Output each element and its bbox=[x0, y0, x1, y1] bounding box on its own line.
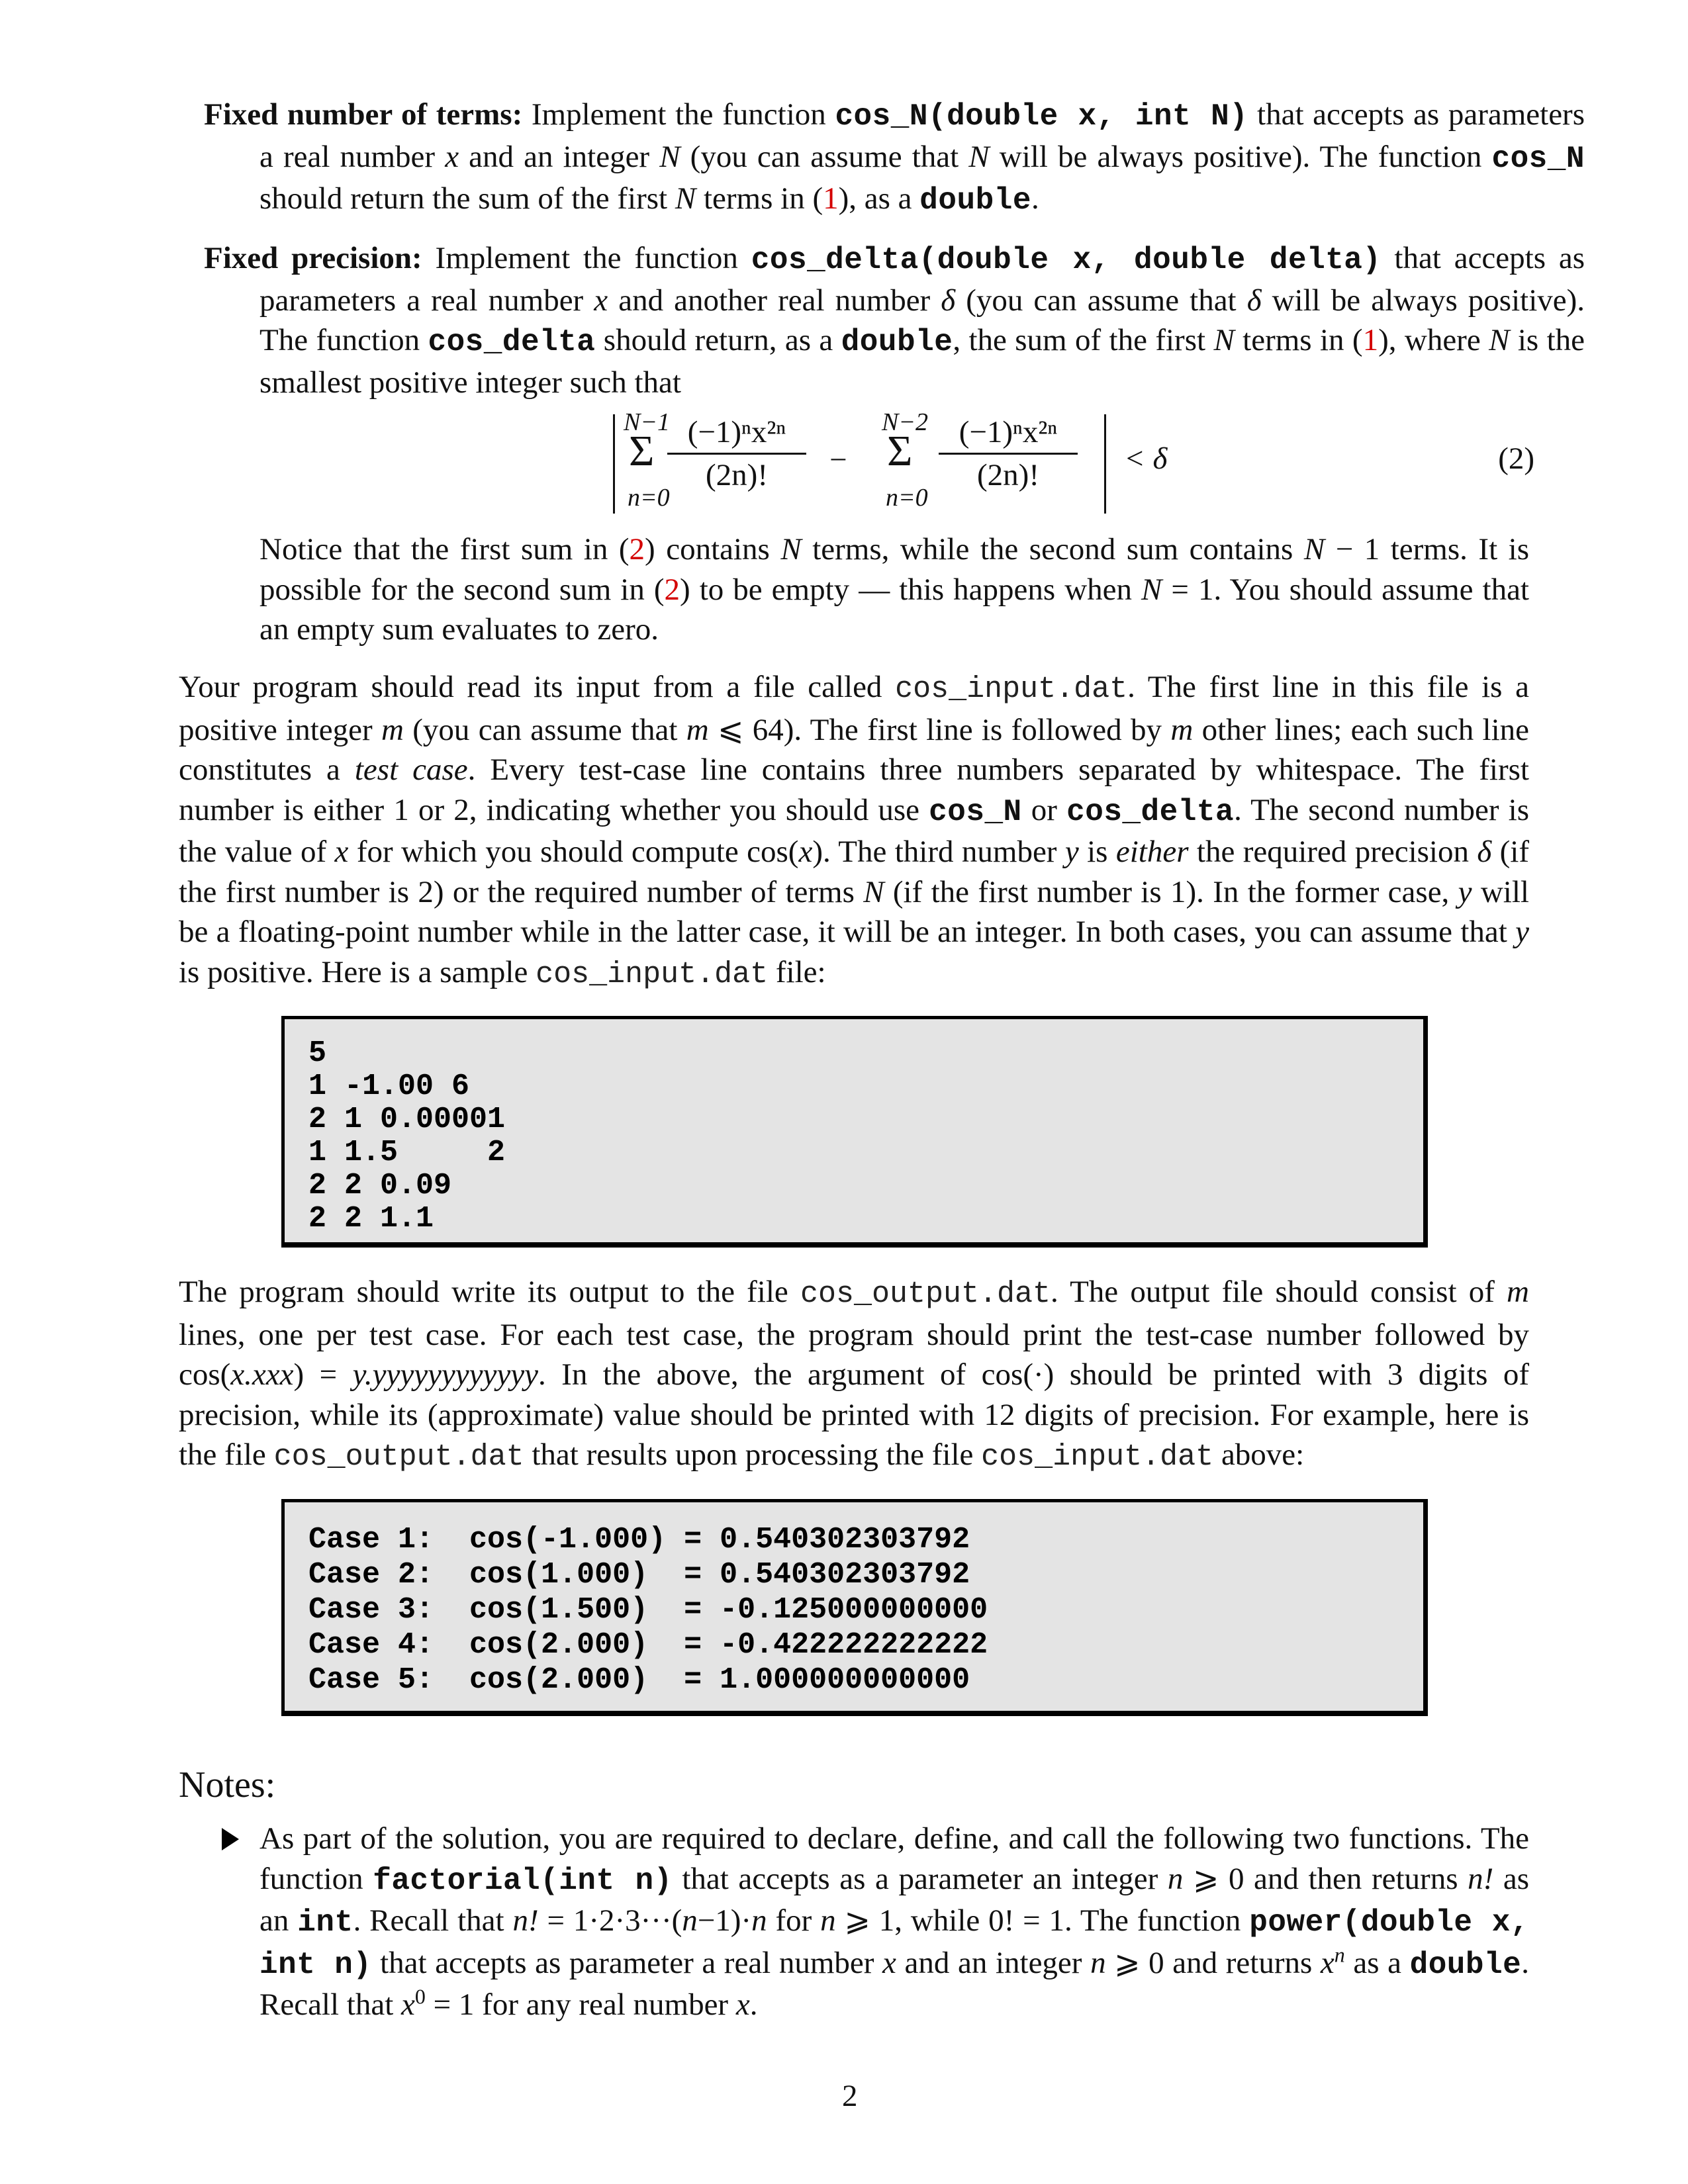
input-file-content: 5 1 -1.00 6 2 1 0.00001 1 1.5 2 2 2 0.09 2 2 1.1 bbox=[308, 1036, 506, 1236]
notice-paragraph: Notice that the first sum in (2) contains N terms, while the second sum contains N − 1 terms. It is possible for the second sum in (2) to be empty — this happens when N = 1. You should assume that an empty sum evaluates to zero. bbox=[259, 532, 1529, 647]
fixed-terms-paragraph: Fixed number of terms: Implement the function cos_N(double x, int N) that accepts as parameters a real number x and an integer N (you can assume that N will be always positive). The function cos_N should return the sum of the first N terms in (1), as a double. bbox=[204, 97, 1585, 218]
sum-2: N−2 Σ n=0 bbox=[882, 408, 928, 512]
fixed-terms-heading: Fixed number of terms: bbox=[204, 97, 523, 132]
sum-1: N−1 Σ n=0 bbox=[624, 408, 670, 512]
equation-number: (2) bbox=[1498, 441, 1534, 476]
triangle-right-icon bbox=[222, 1828, 239, 1850]
input-filename: cos_input.dat bbox=[895, 672, 1128, 706]
output-file-codebox bbox=[281, 1499, 1428, 1716]
equation-ref-link[interactable]: 2 bbox=[629, 532, 645, 567]
fraction-1: (−1)ⁿx²ⁿ (2n)! bbox=[667, 414, 806, 493]
notes-bullet-1: As part of the solution, you are required to declare, define, and call the following two functions. The function factorial(int n) that accepts as a parameter an integer n ⩾ 0 and then returns n! as an int. Recall that n! = 1·2·3···(n−1)·n for n ⩾ 1, while 0! = 1. The function power(double x, int n) that accepts as parameter a real number x and an integer n ⩾ 0 and returns $x^n$ as a double. Recall that $x^0 = 1$ for any real number x. bbox=[259, 1821, 1529, 2022]
factorial-signature: factorial(int n) bbox=[373, 1863, 673, 1898]
abs-bar-left bbox=[613, 414, 615, 514]
fixed-precision-heading: Fixed precision: bbox=[204, 241, 422, 275]
abs-bar-right bbox=[1104, 414, 1106, 514]
notes-heading: Notes: bbox=[179, 1764, 276, 1805]
equation-2: N−1 Σ n=0 (−1)ⁿx²ⁿ (2n)! − N−2 Σ n=0 (−1)ⁿx²ⁿ (2n)! < δ (2) bbox=[601, 409, 1534, 515]
input-description-paragraph: Your program should read its input from a file called cos_input.dat. The first line in this file is a positive integer m (you can assume that m ⩽ 64). The first line is followed by m other lines; each such line constitutes a test case. Every test-case line contains three numbers separated by whitespace. The first number is either 1 or 2, indicating whether you should use cos_N or cos_delta. The second number is the value of x for which you should compute cos(x). The third number y is either the required precision δ (if the first number is 2) or the required number of terms N (if the first number is 1). In the former case, y will be a floating-point number while in the latter case, it will be an integer. In both cases, you can assume that y is positive. Here is a sample cos_input.dat file: bbox=[179, 670, 1530, 991]
fixed-precision-paragraph: Fixed precision: Implement the function cos_delta(double x, double delta) that accepts as parameters a real number x and another real number δ (you can assume that δ will be always positive). The function cos_delta should return, as a double, the sum of the first N terms in (1), where N is the smallest positive integer such that bbox=[204, 241, 1585, 400]
equation-ref-link[interactable]: 2 bbox=[664, 572, 680, 607]
input-file-codebox bbox=[281, 1016, 1428, 1248]
cos-n-signature: cos_N(double x, int N) bbox=[835, 99, 1248, 134]
fraction-2: (−1)ⁿx²ⁿ (2n)! bbox=[939, 414, 1078, 493]
output-description-paragraph: The program should write its output to the file cos_output.dat. The output file should consist of m lines, one per test case. For each test case, the program should print the test-case number followed by cos(x.xxx) = y.yyyyyyyyyyyy. In the above, the argument of cos(·) should be printed with 3 digits of precision, while its (approximate) value should be printed with 12 digits of precision. For example, here is the file cos_output.dat that results upon processing the file cos_input.dat above: bbox=[179, 1275, 1529, 1474]
cos-delta-signature: cos_delta(double x, double delta) bbox=[751, 243, 1382, 277]
equation-ref-link[interactable]: 1 bbox=[1362, 323, 1379, 357]
output-file-content: Case 1: cos(-1.000) = 0.540302303792 Case 2: cos(1.000) = 0.540302303792 Case 3: cos(1.500) = -0.125000000000 Case 4: cos(2.000) = -0.422222222222 Case 5: cos(2.000) = 1.000000000000 bbox=[308, 1523, 988, 1697]
power-signature: power(double x, int n) bbox=[259, 1905, 1529, 1982]
page-number: 2 bbox=[842, 2079, 858, 2113]
output-filename: cos_output.dat bbox=[800, 1277, 1051, 1311]
equation-ref-link[interactable]: 1 bbox=[823, 181, 839, 216]
